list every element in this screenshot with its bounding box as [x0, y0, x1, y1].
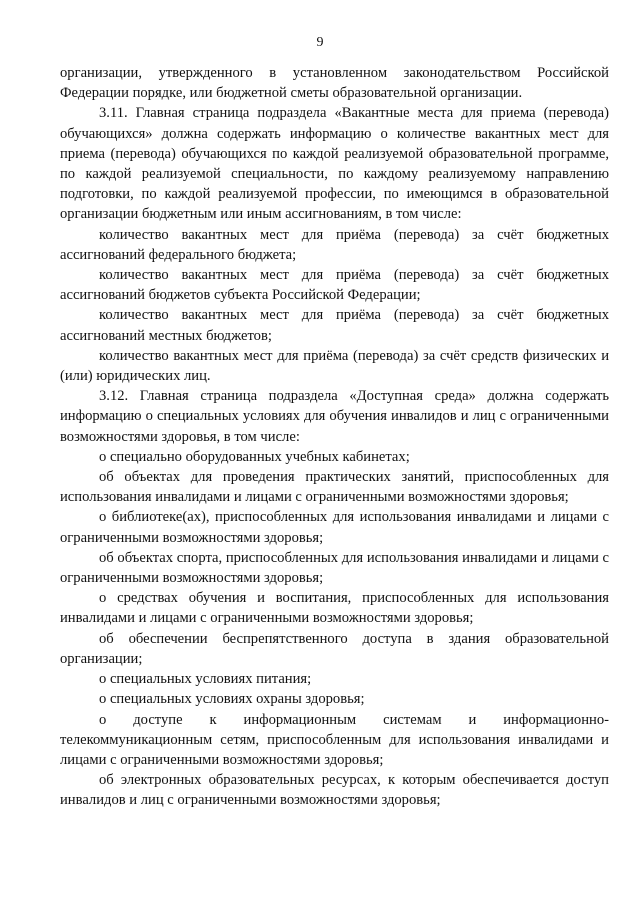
paragraph-3-12: 3.12. Главная страница подраздела «Доступная среда» должна содержать информацию о специальных условиях для обучения инвалидов и лиц с ограниченными возможностями здоровья, в том числе:	[60, 388, 609, 445]
list-item-electronic-resources: об электронных образовательных ресурсах, к которым обеспечивается доступ инвалидов и лиц с ограниченными возможностями здоровья;	[60, 772, 609, 809]
paragraph-3-11: 3.11. Главная страница подраздела «Вакантные места для приема (перевода) обучающихся» должна содержать информацию о количестве вакантных мест для приема (перевода) обучающихся по каждой реализуемой образовательной программе, по каждой реализуемой специальности, по каждому реализуемому направлению подготовки, по каждой реализуемой профессии, по имеющимся в образовательной организации бюджетным или иным ассигнованиям, в том числе:	[60, 105, 609, 223]
list-item-local-budget: количество вакантных мест для приёма (перевода) за счёт бюджетных ассигнований местных бюджетов;	[60, 307, 609, 344]
list-item-info-systems: о доступе к информационным системам и информационно-телекоммуникационным сетям, приспособленным для использования инвалидами и лицами с ограниченными возможностями здоровья;	[60, 711, 609, 768]
list-item-sports: об объектах спорта, приспособленных для использования инвалидами и лицами с ограниченными возможностями здоровья;	[60, 549, 609, 587]
page-number: 9	[316, 35, 324, 50]
list-item-libraries: о библиотеке(ах), приспособленных для использования инвалидами и лицами с ограниченными возможностями здоровья;	[60, 509, 609, 546]
list-item-private-funds: количество вакантных мест для приёма (перевода) за счёт средств физических и (или) юридических лиц.	[60, 347, 609, 385]
paragraph-continuation: организации, утвержденного в установленном законодательством Российской Федерации порядке, или бюджетной сметы образовательной организации.	[60, 65, 609, 102]
list-item-federal-budget: количество вакантных мест для приёма (перевода) за счёт бюджетных ассигнований федерального бюджета;	[60, 226, 609, 263]
list-item-teaching-means: о средствах обучения и воспитания, приспособленных для использования инвалидами и лицами с ограниченными возможностями здоровья;	[60, 590, 609, 627]
document-body	[60, 63, 609, 811]
list-item-practical-facilities: об объектах для проведения практических занятий, приспособленных для использования инвалидами и лицами с ограниченными возможностями здоровья;	[60, 469, 609, 506]
list-item-nutrition: о специальных условиях питания;	[99, 671, 312, 688]
list-item-building-access: об обеспечении беспрепятственного доступа в здания образовательной организации;	[60, 630, 609, 667]
list-item-health: о специальных условиях охраны здоровья;	[99, 691, 365, 708]
list-item-classrooms: о специально оборудованных учебных кабинетах;	[99, 448, 410, 465]
list-item-subject-budget: количество вакантных мест для приёма (перевода) за счёт бюджетных ассигнований бюджетов субъекта Российской Федерации;	[60, 267, 609, 304]
